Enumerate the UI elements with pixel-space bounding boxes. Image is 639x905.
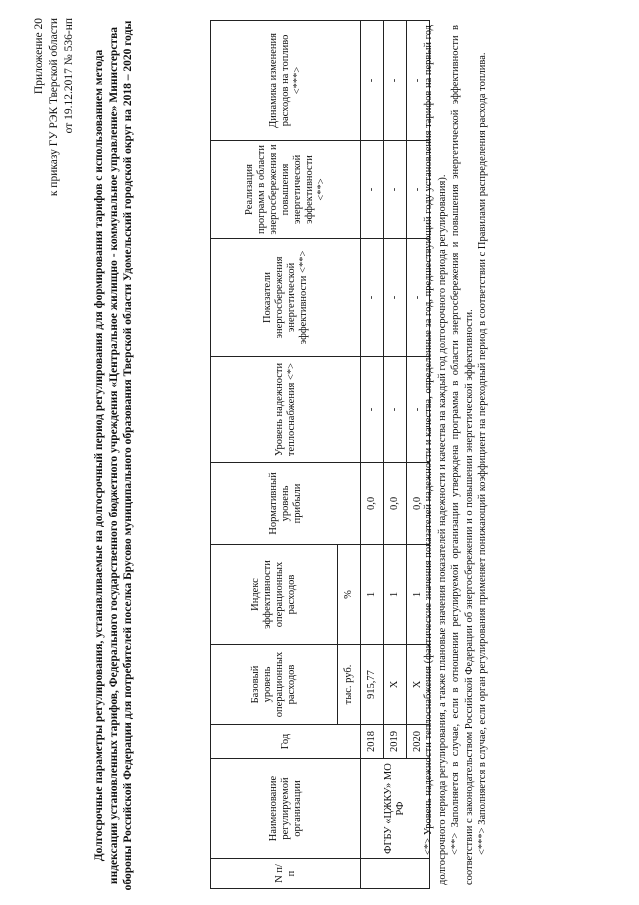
cell-energy: - <box>407 238 430 356</box>
footnote-energy: <**> Заполняется в случае, если в отношении регулируемой организации утверждена программа в области энергосбережения и повышения энергетической эффективности в соответствии с законодательством Российской Федерации об энергосбережении и о повышении энергетической эффективности. <box>450 25 475 885</box>
unit-base: тыс. руб. <box>338 645 361 725</box>
cell-base: 915,77 <box>361 645 384 725</box>
footnote-fuel: <***> Заполняется в случае, если орган регулирования применяет понижающий коэффициент на переходный период в соответствии с Правилами распределения расхода топлива. <box>477 52 488 855</box>
annex-line-1: Приложение 20 <box>33 18 45 95</box>
annex-line-3: от 19.12.2017 № 536-нп <box>63 18 75 134</box>
header-base: Базовый уровень операционных расходов <box>211 645 338 725</box>
header-index: Индекс эффективности операционных расходов <box>211 544 338 644</box>
cell-profit: 0,0 <box>361 462 384 544</box>
document-title: Долгосрочные параметры регулирования, устанавливаемые на долгосрочный период регулирования для формирования тарифов с использованием метода индексации установленных тарифов, Федерального государственного бюджетного учреждения «Центральное жилищно - коммунальное управление» Министерства обороны Российской Федерации для потребителей поселка Брусово муниципального образования Тверской области Удомельский городской округ на 2018 – 2020 годы <box>93 20 134 891</box>
cell-index: 1 <box>361 544 384 644</box>
cell-reliability: - <box>361 356 384 462</box>
cell-base: X <box>407 645 430 725</box>
footnotes <box>422 25 490 885</box>
cell-profit: 0,0 <box>407 462 430 544</box>
cell-program: - <box>361 140 384 238</box>
footnote-reliability: <*> Уровень надежности теплоснабжения (фактические значения показателей надежности и качества, определенные за год, предшествующий году установления тарифов на первый год долгосрочного периода регулирования, а также плановые значения показателей надежности и качества на каждый год долгосрочного периода регулирования). <box>423 25 448 885</box>
cell-base: X <box>384 645 407 725</box>
cell-index: 1 <box>384 544 407 644</box>
cell-year: 2018 <box>361 725 384 759</box>
annex-header <box>32 18 77 196</box>
header-num: N п/п <box>211 859 361 889</box>
annex-line-2: к приказу ГУ РЭК Тверской области <box>48 18 60 197</box>
rotated-content <box>22 18 617 893</box>
header-year: Год <box>211 725 361 759</box>
header-energy: Показатели энергосбережения энергетической эффективности <**> <box>211 238 361 356</box>
header-fuel: Динамика изменения расходов на топливо <***> <box>211 20 361 140</box>
cell-org: ФГБУ «ЦЖКУ» МО РФ <box>361 759 430 859</box>
unit-index: % <box>338 544 361 644</box>
cell-year: 2020 <box>407 725 430 759</box>
cell-program: - <box>384 140 407 238</box>
cell-energy: - <box>361 238 384 356</box>
cell-reliability: - <box>407 356 430 462</box>
cell-energy: - <box>384 238 407 356</box>
header-reliability: Уровень надежности теплоснабжения <*> <box>211 356 361 462</box>
cell-index: 1 <box>407 544 430 644</box>
cell-year: 2019 <box>384 725 407 759</box>
header-program: Реализация программ в области энергосбережения и повышения энергетической эффективности <**> <box>211 140 361 238</box>
cell-profit: 0,0 <box>384 462 407 544</box>
cell-reliability: - <box>384 356 407 462</box>
parameters-table <box>210 20 430 889</box>
header-profit: Нормативный уровень прибыли <box>211 462 361 544</box>
header-org: Наименование регулируемой организации <box>211 759 361 859</box>
cell-fuel: - <box>361 20 384 140</box>
cell-num <box>361 859 430 889</box>
cell-fuel: - <box>384 20 407 140</box>
cell-fuel: - <box>407 20 430 140</box>
cell-program: - <box>407 140 430 238</box>
